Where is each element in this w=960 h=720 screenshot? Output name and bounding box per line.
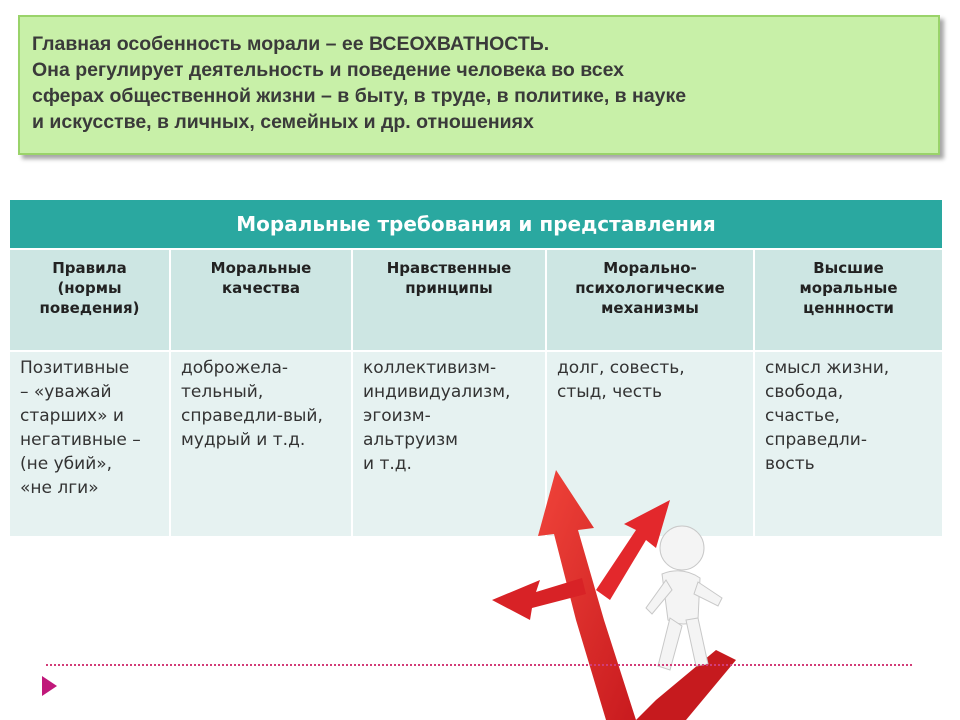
triangle-right-icon[interactable] [42,676,57,696]
column-header-qualities: Моральные качества [170,249,352,351]
intro-line-4: и искусстве, в личных, семейных и др. отношениях [32,111,534,133]
intro-line-1: Главная особенность морали – ее ВСЕОХВАТНОСТЬ. [32,33,550,55]
cell-qualities: доброжела- тельный, справедли-вый, мудрый и т.д. [170,351,352,536]
cell-mechanisms: долг, совесть, стыд, честь [546,351,754,536]
column-header-mechanisms: Морально- психологические механизмы [546,249,754,351]
intro-line-2: Она регулирует деятельность и поведение человека во всех [32,59,625,81]
crossroads-illustration [486,470,762,720]
column-header-rules: Правила (нормы поведения) [10,249,170,351]
footer-divider [46,664,912,666]
column-header-principles: Нравственные принципы [352,249,546,351]
intro-line-3: сферах общественной жизни – в быту, в труде, в политике, в науке [32,85,687,107]
table-title: Моральные требования и представления [10,200,942,249]
column-header-values: Высшие моральные ценнности [754,249,942,351]
cell-principles: коллективизм- индивидуализм, эгоизм- альтруизм и т.д. [352,351,546,536]
table-row [10,351,942,536]
cell-rules: Позитивные – «уважай старших» и негативные – (не убий», «не лги» [10,351,170,536]
moral-requirements-table [10,200,942,536]
intro-box [18,15,940,155]
cell-values: смысл жизни, свобода, счастье, справедли- вость [754,351,942,536]
